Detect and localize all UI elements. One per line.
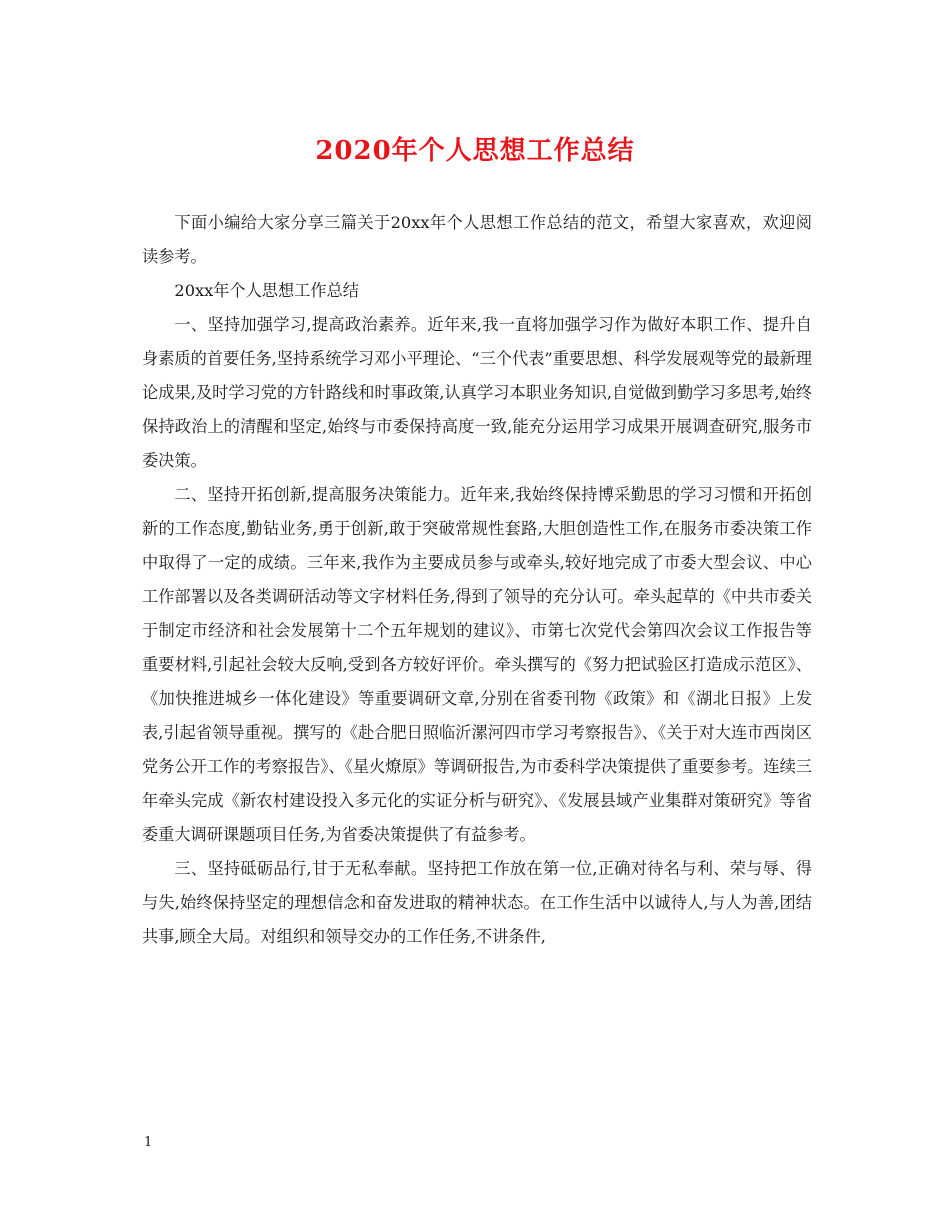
document-title: 2020年个人思想工作总结	[315, 136, 635, 166]
page-number: 1	[144, 1135, 153, 1150]
paragraph-intro: 下面小编给大家分享三篇关于20xx年个人思想工作总结的范文，希望大家喜欢，欢迎阅读参考。	[142, 213, 812, 266]
paragraph-section-1: 一、坚持加强学习,提高政治素养。近年来,我一直将加强学习作为做好本职工作、提升自身素质的首要任务,坚持系统学习邓小平理论、“三个代表”重要思想、科学发展观等党的最新理论成果,及时学习党的方针路线和时事政策,认真学习本职业务知识,自觉做到勤学习多思考,始终保持政治上的清醒和坚定,始终与市委保持高度一致,能充分运用学习成果开展调查研究,服务市委决策。	[142, 315, 812, 470]
paragraph-section-2: 二、坚持开拓创新,提高服务决策能力。近年来,我始终保持博采勤思的学习习惯和开拓创新的工作态度,勤钻业务,勇于创新,敢于突破常规性套路,大胆创造性工作,在服务市委决策工作中取得了一定的成绩。三年来,我作为主要成员参与或牵头,较好地完成了市委大型会议、中心工作部署以及各类调研活动等文字材料任务,得到了领导的充分认可。牵头起草的《中共市委关于制定市经济和社会发展第十二个五年规划的建议》、市第七次党代会第四次会议工作报告等重要材料,引起社会较大反响,受到各方较好评价。牵头撰写的《努力把试验区打造成示范区》、《加快推进城乡一体化建设》等重要调研文章,分别在省委刊物《政策》和《湖北日报》上发表,引起省领导重视。撰写的《赴合肥日照临沂漯河四市学习考察报告》、《关于对大连市西岗区党务公开工作的考察报告》、《星火燎原》等调研报告,为市委科学决策提供了重要参考。连续三年牵头完成《新农村建设投入多元化的实证分析与研究》、《发展县域产业集群对策研究》等省委重大调研课题项目任务,为省委决策提供了有益参考。	[142, 485, 812, 844]
paragraph-subtitle: 20xx年个人思想工作总结	[174, 281, 359, 300]
document-body	[142, 206, 812, 954]
paragraph-section-3: 三、坚持砥砺品行,甘于无私奉献。坚持把工作放在第一位,正确对待名与利、荣与辱、得与失,始终保持坚定的理想信念和奋发进取的精神状态。在工作生活中以诚待人,与人为善,团结共事,顾全大局。对组织和领导交办的工作任务,不讲条件,	[142, 859, 812, 946]
